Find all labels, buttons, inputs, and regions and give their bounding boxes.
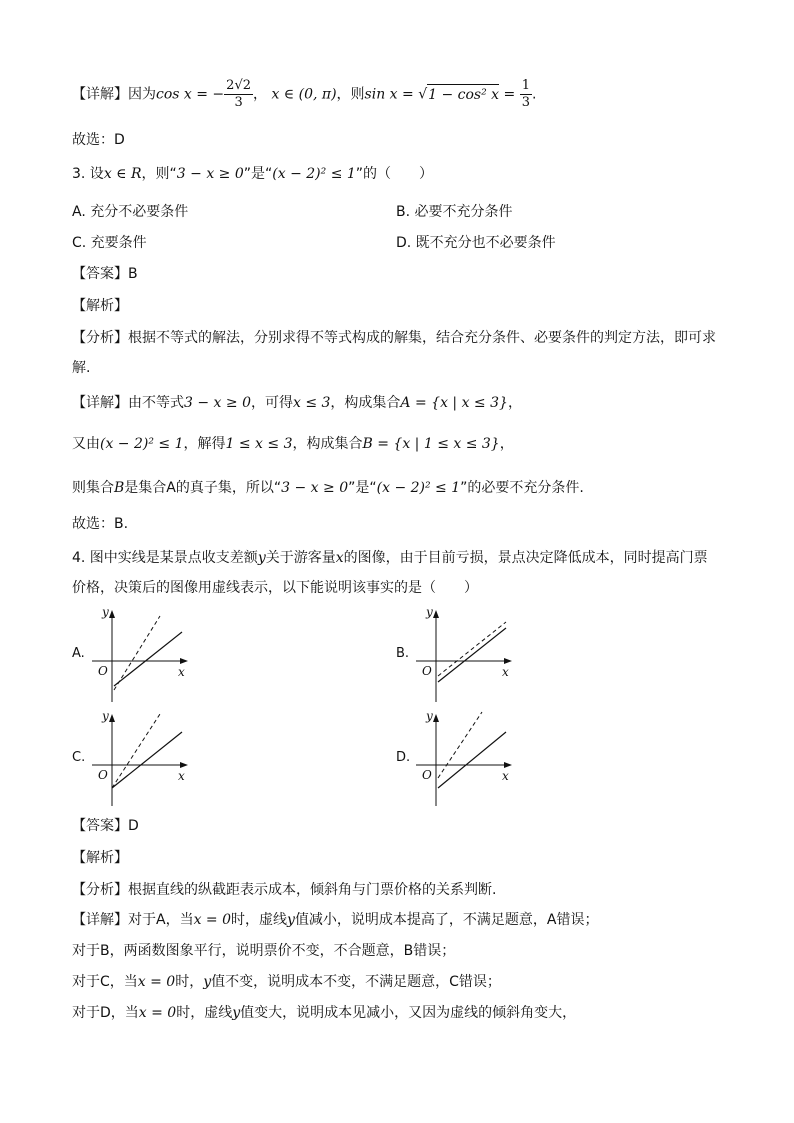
- text: 对于C，当: [72, 974, 138, 990]
- graph-b: [412, 604, 522, 704]
- graph-label-a: A.: [72, 646, 85, 661]
- question-4-line2: 价格，决策后的图像用虚线表示，以下能说明该事实的是（ ）: [72, 580, 478, 596]
- dashed-line: [114, 616, 160, 690]
- analysis-q3-line2: 解.: [72, 360, 91, 376]
- graph-d: [412, 708, 522, 808]
- math-expression: A = {x | x ≤ 3}: [400, 395, 508, 411]
- fraction-denominator: 3: [234, 95, 243, 110]
- solid-line: [438, 628, 506, 682]
- origin-label: O: [98, 768, 108, 782]
- y-axis-arrow: [109, 714, 115, 722]
- answer-q4: 【答案】D: [72, 818, 139, 834]
- math-variable: y: [203, 974, 212, 990]
- dashed-line: [438, 622, 506, 676]
- fraction-numerator: 1: [521, 78, 530, 93]
- text: 【详解】对于A，当: [72, 912, 194, 928]
- detail-q3-line2: [72, 434, 514, 454]
- detail-q4-c: [72, 972, 501, 992]
- detail-q4-a: [72, 910, 599, 930]
- text: ，: [253, 86, 267, 103]
- math-expression: x = 0: [137, 974, 176, 990]
- sqrt-sign: √: [418, 86, 428, 103]
- text: 是集合A的真子集，所以“: [124, 480, 282, 496]
- text: 因为: [128, 86, 156, 103]
- answer-q3: 【答案】B: [72, 266, 138, 282]
- x-axis-arrow: [504, 762, 512, 768]
- text: ，可得: [250, 395, 293, 411]
- math-expression: x ≤ 3: [292, 395, 331, 411]
- axis-y-label: y: [102, 709, 109, 723]
- analysis-head-q3: 【解析】: [72, 298, 128, 314]
- axis-y-label: y: [102, 605, 109, 619]
- graph-label-c: C.: [72, 750, 86, 765]
- math-expression: B = {x | 1 ≤ x ≤ 3}: [362, 436, 500, 452]
- math-expression: B: [114, 480, 125, 496]
- origin-label: O: [422, 768, 432, 782]
- question-3: [72, 164, 433, 184]
- text: 时，: [175, 974, 204, 990]
- text: 时，虚线: [176, 1005, 233, 1021]
- fraction-1-over-3: [520, 78, 532, 111]
- detail-q3-line3: [72, 478, 584, 498]
- y-axis-arrow: [433, 714, 439, 722]
- origin-label: O: [98, 664, 108, 678]
- answer-line-1: 故选：D: [72, 132, 125, 148]
- text: 又由: [72, 436, 100, 452]
- solid-line: [438, 732, 506, 788]
- math-variable: y: [257, 550, 266, 566]
- dashed-line: [438, 712, 482, 778]
- detail-q4-b: 对于B，两函数图象平行，说明票价不变，不合题意，B错误；: [72, 943, 456, 959]
- math-expression: 3 − x ≥ 0: [184, 395, 251, 411]
- option-d: D. 既不充分也不必要条件: [396, 235, 556, 251]
- math-expression: (x − 2)² ≤ 1: [272, 166, 356, 182]
- question-4-line1: [72, 548, 708, 568]
- x-axis-arrow: [180, 762, 188, 768]
- axis-x-label: x: [178, 665, 185, 679]
- solid-line: [112, 732, 182, 788]
- detail-line-cos: [72, 78, 536, 111]
- text: 值不变，说明成本不变，不满足题意，C错误；: [211, 974, 501, 990]
- axis-x-label: x: [178, 769, 185, 783]
- text: ，构成集合: [292, 436, 363, 452]
- math-expression: (x − 2)² ≤ 1: [100, 436, 184, 452]
- sin-expression: sin x =: [364, 86, 419, 103]
- origin-label: O: [422, 664, 432, 678]
- math-variable: x: [335, 550, 344, 566]
- axis-y-label: y: [426, 605, 433, 619]
- graph-a: [88, 604, 198, 704]
- math-expression: (x − 2)² ≤ 1: [376, 480, 461, 496]
- cos-expression: cos x = −: [156, 86, 225, 103]
- math-expression: x = 0: [138, 1005, 177, 1021]
- equals: =: [499, 86, 520, 103]
- fraction-denominator: 3: [521, 95, 530, 110]
- graph-c: [88, 708, 198, 808]
- math-expression: 3 − x ≥ 0: [281, 480, 349, 496]
- text: 4. 图中实线是某景点收支差额: [72, 550, 258, 566]
- text: ，: [507, 395, 522, 411]
- math-expression: 3 − x ≥ 0: [176, 166, 244, 182]
- math-variable: y: [287, 912, 295, 928]
- text: 值变大，说明成本见减小，又因为虚线的倾斜角变大，: [240, 1005, 577, 1021]
- detail-q3-line1: [72, 393, 522, 413]
- axis-x-label: x: [502, 769, 509, 783]
- analysis-head-q4: 【解析】: [72, 850, 128, 866]
- math-variable: y: [232, 1005, 241, 1021]
- option-a: A. 充分不必要条件: [72, 204, 189, 220]
- text: ”是“: [243, 166, 273, 182]
- text: ，构成集合: [330, 395, 401, 411]
- text: ，则: [336, 86, 365, 103]
- text: 对于D，当: [72, 1005, 139, 1021]
- text: 时，虚线: [231, 912, 288, 928]
- graph-label-b: B.: [396, 646, 410, 661]
- text: ”是“: [348, 480, 377, 496]
- solid-line: [114, 632, 182, 686]
- x-axis-arrow: [504, 658, 512, 664]
- y-axis-arrow: [109, 610, 115, 618]
- text: 的图像，由于目前亏损，景点决定降低成本，同时提高门票: [343, 550, 708, 566]
- text: 则集合: [72, 480, 114, 496]
- text: ，解得: [183, 436, 226, 452]
- text: 关于游客量: [265, 550, 336, 566]
- interval-expression: x ∈ (0, π): [271, 86, 337, 103]
- fraction-numerator: 2√2: [226, 78, 251, 93]
- axis-y-label: y: [426, 709, 433, 723]
- math-expression: x ∈ R: [103, 166, 142, 182]
- sqrt-body: 1 − cos² x: [427, 84, 499, 105]
- detail-tag: 【详解】: [72, 86, 128, 103]
- math-expression: x = 0: [193, 912, 232, 928]
- text: ”的（ ）: [355, 166, 434, 182]
- text: 值减小，说明成本提高了，不满足题意，A错误；: [294, 912, 599, 928]
- text: ，则“: [141, 166, 177, 182]
- dashed-line: [112, 714, 160, 788]
- final-q3: 故选：B.: [72, 516, 129, 532]
- text: ”的必要不充分条件.: [460, 480, 584, 496]
- option-c: C. 充要条件: [72, 235, 147, 251]
- graph-label-d: D.: [396, 750, 411, 765]
- detail-q4-d: [72, 1003, 576, 1023]
- text: 3. 设: [72, 166, 104, 182]
- analysis-q3-line1: 【分析】根据不等式的解法，分别求得不等式构成的解集，结合充分条件、必要条件的判定方法，即可求: [72, 330, 716, 346]
- analysis-q4: 【分析】根据直线的纵截距表示成本，倾斜角与门票价格的关系判断.: [72, 882, 497, 898]
- axis-x-label: x: [502, 665, 509, 679]
- fraction-2sqrt2-over-3: [224, 78, 253, 111]
- text: ，: [499, 436, 514, 452]
- text: 【详解】由不等式: [72, 395, 184, 411]
- x-axis-arrow: [180, 658, 188, 664]
- period: .: [532, 86, 537, 103]
- y-axis-arrow: [433, 610, 439, 618]
- option-b: B. 必要不充分条件: [396, 204, 513, 220]
- math-expression: 1 ≤ x ≤ 3: [225, 436, 293, 452]
